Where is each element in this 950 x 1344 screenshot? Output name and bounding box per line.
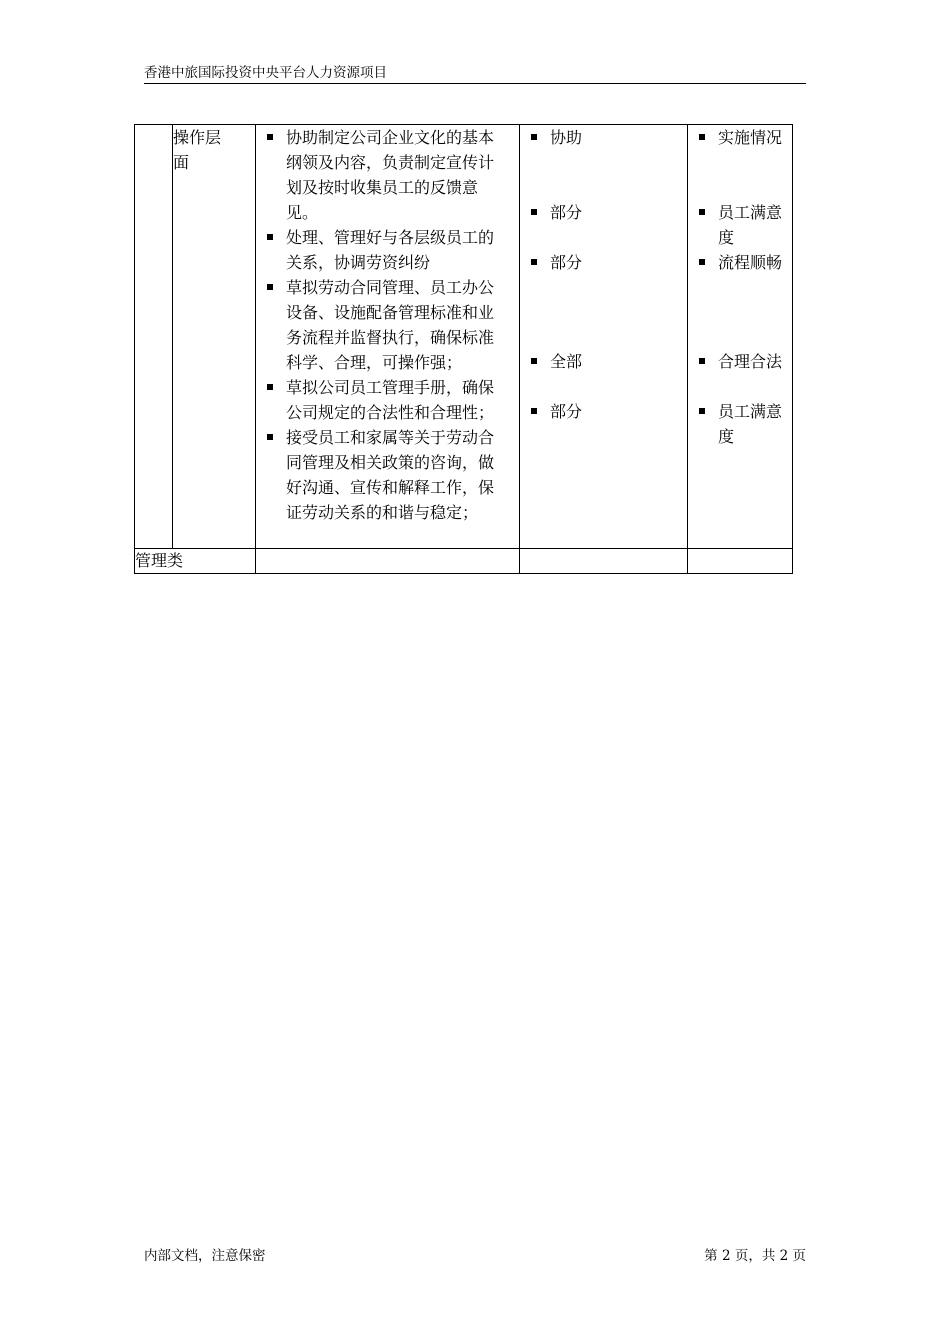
criteria-item: 员工满意度 — [688, 399, 792, 449]
duty-item: 接受员工和家属等关于劳动合同管理及相关政策的咨询，做好沟通、宣传和解释工作，保证劳动关系的和谐与稳定； — [256, 425, 519, 525]
empty-cell — [520, 549, 688, 574]
page-header: 香港中旅国际投资中央平台人力资源项目 — [144, 64, 806, 84]
page-number: 第 2 页，共 2 页 — [704, 1248, 806, 1264]
level-cell — [173, 125, 256, 549]
authority-item: 部分 — [520, 200, 687, 225]
table-row — [135, 549, 793, 574]
footer-confidential: 内部文档，注意保密 — [144, 1248, 266, 1264]
category-label: 管理类 — [135, 549, 256, 574]
job-duty-table — [134, 124, 793, 574]
criteria-item: 合理合法 — [688, 349, 792, 374]
duty-item: 草拟劳动合同管理、员工办公设备、设施配备管理标准和业务流程并监督执行，确保标准科学、合理，可操作强； — [256, 275, 519, 375]
level-label: 面 — [173, 153, 190, 172]
criteria-cell — [688, 125, 793, 549]
empty-cell — [256, 549, 520, 574]
duty-item: 草拟公司员工管理手册，确保公司规定的合法性和合理性； — [256, 375, 519, 425]
criteria-item: 员工满意度 — [688, 200, 792, 250]
duty-item: 协助制定公司企业文化的基本纲领及内容，负责制定宣传计划及按时收集员工的反馈意见。 — [256, 125, 519, 225]
criteria-item: 流程顺畅 — [688, 250, 792, 275]
duties-cell — [256, 125, 520, 549]
authority-cell — [520, 125, 688, 549]
duty-item: 处理、管理好与各层级员工的关系，协调劳资纠纷 — [256, 225, 519, 275]
authority-item: 部分 — [520, 250, 687, 275]
duty-list — [256, 125, 519, 525]
level-label: 操作层 — [173, 128, 222, 147]
empty-cell — [688, 549, 793, 574]
table-row — [135, 125, 793, 549]
category-cell — [135, 125, 173, 549]
authority-item: 协助 — [520, 125, 687, 150]
authority-item: 部分 — [520, 399, 687, 424]
authority-item: 全部 — [520, 349, 687, 374]
criteria-item: 实施情况 — [688, 125, 792, 150]
